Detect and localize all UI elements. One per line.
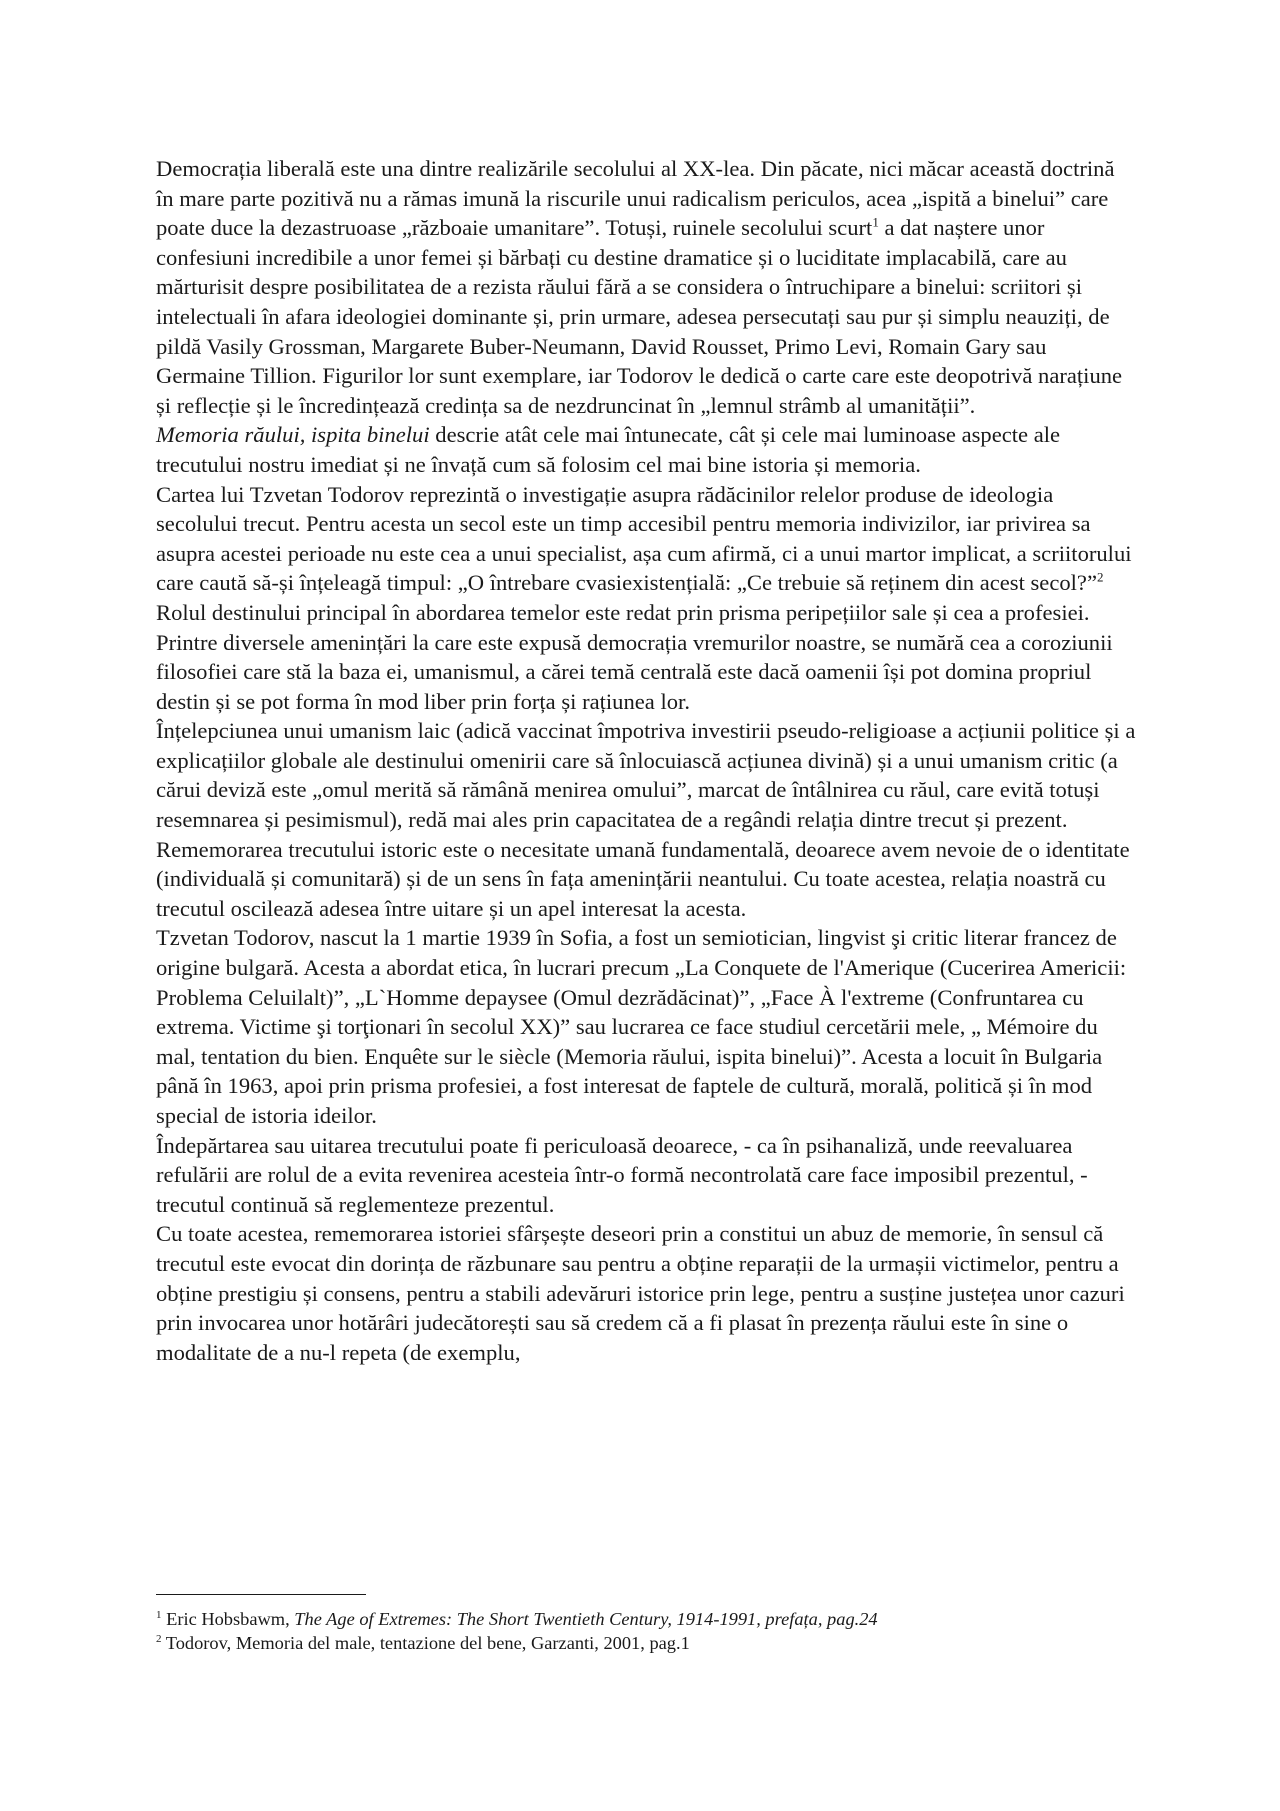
paragraph-9: Îndepărtarea sau uitarea trecutului poate fi periculoasă deoarece, - ca în psihanaliză, unde reevaluarea refulării are rolul de a evita revenirea acesteia într-o formă necontrolată care face imposibil prezentul, - trecutul continuă să reglementeze prezentul. [156, 1132, 1088, 1217]
footnote-1 [156, 1607, 1136, 1631]
paragraph-2-rest: descrie atât cele mai întunecate, cât și cele mai luminoase aspecte ale trecutului nostru imediat și ne învață cum să folosim cel mai bine istoria și memoria. [156, 422, 1061, 477]
footnote-ref-1[interactable]: 1 [872, 214, 879, 230]
footnote-2 [156, 1631, 1136, 1655]
footnote-ref-2[interactable]: 2 [1096, 569, 1104, 585]
paragraph-1-part-a: Democrația liberală este una dintre realizările secolului al XX-lea. Din păcate, nici măcar această doctrină în mare parte pozitivă nu a rămas imună la riscurile unui radicalism periculos, acea „ispită a binelui” care poate duce la dezastruoase „războaie umanitare”. Totuși, ruinele secolului scurt [156, 156, 1115, 241]
paragraph-2 [156, 420, 1136, 479]
paragraph-1-part-b: a dat naștere unor confesiuni incredibile a unor femei și bărbați cu destine dramatice și o luciditate implacabilă, care au mărturisit despre posibilitatea de a rezista răului fără a se considera o întruchipare a binelui: scriitori și intelectuali în afara ideologiei dominante și, prin urmare, adesea persecutați sau pur și simplu neauziți, de pildă Vasily Grossman, Margarete Buber-Neumann, David Rousset, Primo Levi, Romain Gary sau Germaine Tillion. Figurilor lor sunt exemplare, iar Todorov le dedică o carte care este deopotrivă narațiune și reflecție și le încredințează credința sa de nezdruncinat în „lemnul strâmb al umanității”. [156, 215, 1123, 418]
footnote-2-number: 2 [156, 1632, 162, 1645]
paragraph-3 [156, 480, 1136, 598]
footnote-2-text: Todorov, Memoria del male, tentazione del bene, Garzanti, 2001, pag.1 [161, 1633, 690, 1653]
document-body [156, 154, 1136, 1367]
paragraph-5: Printre diversele amenințări la care este expusă democrația vremurilor noastre, se numără cea a coroziunii filosofiei care stă la baza ei, umanismul, a cărei temă centrală este dacă oamenii își pot domina propriul destin și se pot forma în mod liber prin forța și rațiunea lor. [156, 629, 1113, 714]
footnote-1-author: Eric Hobsbawm, [161, 1609, 295, 1629]
paragraph-7: Rememorarea trecutului istoric este o necesitate umană fundamentală, deoarece avem nevoie de o identitate (individuală și comunitară) și de un sens în fața amenințării neantului. Cu toate acestea, relația noastră cu trecutul oscilează adesea între uitare și un apel interesat la acesta. [156, 836, 1130, 921]
paragraph-8: Tzvetan Todorov, nascut la 1 martie 1939 în Sofia, a fost un semiotician, lingvist şi critic literar francez de origine bulgară. Acesta a abordat etica, în lucrari precum „La Conquete de l'Amerique (Cucerirea Americii: Problema Celuilalt)”, „L`Homme depaysee (Omul dezrădăcinat)”, „Face À l'extreme (Confruntarea cu extrema. Victime şi torţionari în secolul XX)” sau lucrarea ce face studiul cercetării mele, „ Mémoire du mal, tentation du bien. Enquête sur le siècle (Memoria răului, ispita binelui)”. Acesta a locuit în Bulgaria până în 1963, apoi prin prisma profesiei, a fost interesat de faptele de cultură, morală, politică și în mod special de istoria ideilor. [156, 925, 1127, 1128]
paragraph-1 [156, 154, 1136, 420]
paragraph-6: Înțelepciunea unui umanism laic (adică vaccinat împotriva investirii pseudo-religioase a acțiunii politice și a explicațiilor globale ale destinului omenirii care să înlocuiască acțiunea divină) și a unui umanism critic (a cărui deviză este „omul merită să rămână menirea omului”, marcat de întâlnirea cu răul, care evită totuși resemnarea și pesimismul), redă mai ales prin capacitatea de a regândi relația dintre trecut și prezent. [156, 718, 1136, 833]
paragraph-4: Rolul destinului principal în abordarea temelor este redat prin prisma peripețiilor sale și cea a profesiei. [156, 599, 1090, 625]
book-title-italic: Memoria răului, ispita binelui [156, 422, 430, 448]
paragraph-3-text: Cartea lui Tzvetan Todorov reprezintă o investigație asupra rădăcinilor relelor produse de ideologia secolului trecut. Pentru acesta un secol este un timp accesibil pentru memoria indivizilor, iar privirea sa asupra acestei perioade nu este cea a unui specialist, așa cum afirmă, ci a unui martor implicat, a scriitorului care caută să-și înțeleagă timpul: „O întrebare cvasiexistențială: „Ce trebuie să reținem din acest secol?” [156, 481, 1132, 596]
footnote-1-number: 1 [156, 1608, 162, 1621]
footnotes [156, 1594, 1136, 1655]
footnote-separator [156, 1594, 366, 1595]
footnote-1-title: The Age of Extremes: The Short Twentieth Century, 1914-1991, prefața, pag.24 [294, 1609, 878, 1629]
paragraph-10: Cu toate acestea, rememorarea istoriei sfârșește deseori prin a constitui un abuz de memorie, în sensul că trecutul este evocat din dorința de răzbunare sau pentru a obține reparații de la urmașii victimelor, pentru a obține prestigiu și consens, pentru a stabili adevăruri istorice prin lege, pentru a susține justețea unor cazuri prin invocarea unor hotărâri judecătorești sau să credem că a fi plasat în prezența răului este în sine o modalitate de a nu-l repeta (de exemplu, [156, 1221, 1125, 1365]
